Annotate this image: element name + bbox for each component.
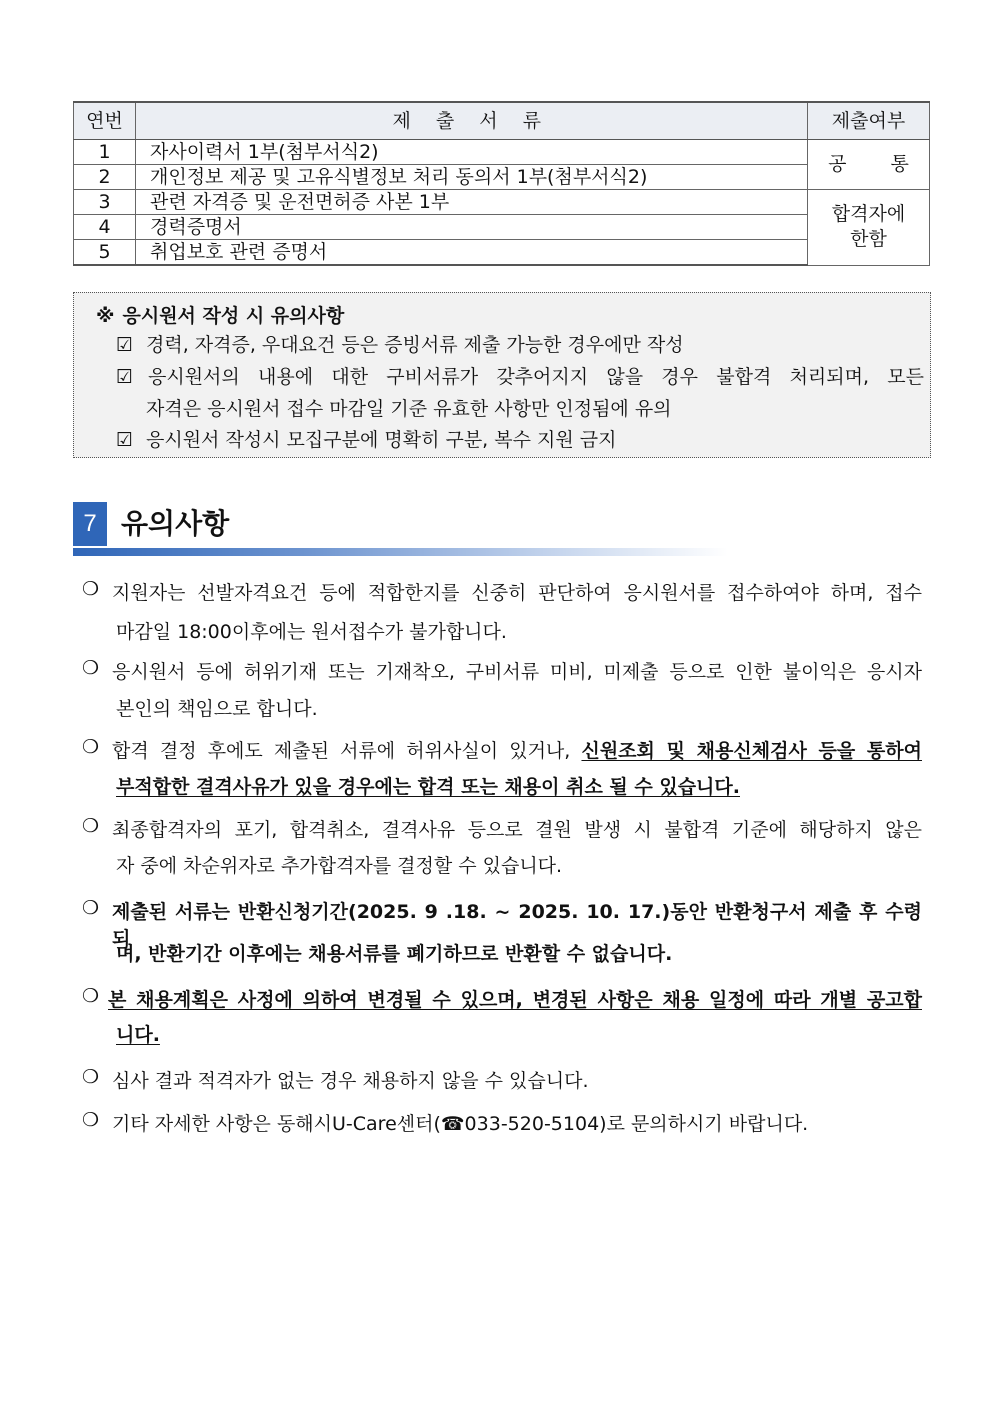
- bullet-line-1: 최종합격자의 포기, 합격취소, 결격사유 등으로 결원 발생 시 불합격 기준에 해당하지 않은: [112, 819, 922, 841]
- checkbox-icon: ☑: [116, 429, 134, 451]
- section-number: 7: [73, 502, 107, 546]
- row-document: 자사이력서 1부(첨부서식2): [136, 140, 808, 165]
- row-no: 2: [74, 165, 136, 190]
- notice-title-text: 응시원서 작성 시 유의사항: [122, 305, 345, 327]
- submission-passers-only: [808, 190, 930, 266]
- table-row: [74, 140, 930, 165]
- bullet-circle-icon: ❍: [82, 578, 100, 600]
- bullet-line-1: 제출된 서류는 반환신청기간(2025. 9 .18. ~ 2025. 10. 17.)동안 반환청구서 제출 후 수령되: [112, 901, 922, 950]
- table-row: [74, 215, 930, 240]
- header-documents: 제 출 서 류: [136, 102, 808, 140]
- notice-item: [116, 361, 924, 393]
- bullet-circle-icon: ❍: [82, 1109, 100, 1131]
- checkbox-icon: ☑: [116, 366, 134, 388]
- row-document: 관련 자격증 및 운전면허증 사본 1부: [136, 190, 808, 215]
- bullet-emphasis: 신원조회 및 채용신체검사 등을 통하여: [581, 740, 922, 762]
- bullet-circle-icon: ❍: [82, 985, 100, 1007]
- bullet-line-2: 니다.: [116, 1024, 160, 1046]
- section-title: 유의사항: [121, 507, 230, 540]
- bullet-circle-icon: ❍: [82, 736, 100, 758]
- section-underline: [73, 548, 728, 556]
- bullet-text: 합격 결정 후에도 제출된 서류에 허위사실이 있거나,: [112, 740, 582, 762]
- notice-title: [96, 301, 344, 328]
- table-header-row: [74, 102, 930, 140]
- table-row: [74, 165, 930, 190]
- bullet-circle-icon: ❍: [82, 897, 100, 919]
- bullet-line-1: 응시원서 등에 허위기재 또는 기재착오, 구비서류 미비, 미제출 등으로 인한 불이익은 응시자: [112, 661, 922, 683]
- notice-item-text: 경력, 자격증, 우대요건 등은 증빙서류 제출 가능한 경우에만 작성: [146, 334, 684, 356]
- checkbox-icon: ☑: [116, 334, 134, 356]
- bullet-line-2: 자 중에 차순위자로 추가합격자를 결정할 수 있습니다.: [116, 855, 563, 877]
- row-no: 3: [74, 190, 136, 215]
- table-row: [74, 190, 930, 215]
- bullet-line-1: [112, 736, 922, 763]
- row-document: 취업보호 관련 증명서: [136, 240, 808, 266]
- notice-item-text: 응시원서의 내용에 대한 구비서류가 갖추어지지 않을 경우 불합격 처리되며, 모든: [148, 366, 924, 388]
- notice-item-text: 응시원서 작성시 모집구분에 명확히 구분, 복수 지원 금지: [146, 429, 617, 451]
- bullet-circle-icon: ❍: [82, 1066, 100, 1088]
- table-row: [74, 240, 930, 266]
- bullet-line-2: 마감일 18:00이후에는 원서접수가 불가합니다.: [116, 621, 507, 643]
- bullet-line-2: 부적합한 결격사유가 있을 경우에는 합격 또는 채용이 취소 될 수 있습니다.: [116, 776, 740, 798]
- notice-item: [116, 329, 924, 361]
- header-no: 연번: [74, 102, 136, 140]
- row-no: 1: [74, 140, 136, 165]
- header-submission: 제출여부: [808, 102, 930, 140]
- submission-common: 공 통: [808, 140, 930, 190]
- bullet-line-2: 본인의 책임으로 합니다.: [116, 698, 318, 720]
- notice-item-continuation: 자격은 응시원서 접수 마감일 기준 유효한 사항만 인정됨에 유의: [146, 398, 672, 420]
- bullet-circle-icon: ❍: [82, 815, 100, 837]
- documents-table: [73, 101, 930, 266]
- application-notice-box: [73, 292, 931, 458]
- row-document: 개인정보 제공 및 고유식별정보 처리 동의서 1부(첨부서식2): [136, 165, 808, 190]
- row-no: 4: [74, 215, 136, 240]
- bullet-line-1: 본 채용계획은 사정에 의하여 변경될 수 있으며, 변경된 사항은 채용 일정에 따라 개별 공고합: [108, 989, 922, 1011]
- row-document: 경력증명서: [136, 215, 808, 240]
- bullet-circle-icon: ❍: [82, 657, 100, 679]
- row-no: 5: [74, 240, 136, 266]
- reference-mark: ※: [96, 305, 115, 327]
- bullet-line-2: 며, 반환기간 이후에는 채용서류를 폐기하므로 반환할 수 없습니다.: [116, 943, 673, 965]
- bullet-line-1: 지원자는 선발자격요건 등에 적합한지를 신중히 판단하여 응시원서를 접수하여야 하며, 접수: [112, 582, 922, 604]
- bullet-line-1: 심사 결과 적격자가 없는 경우 채용하지 않을 수 있습니다.: [112, 1070, 589, 1092]
- submission-passers-label: 합격자에 한함: [831, 203, 906, 251]
- notice-item: [116, 424, 924, 456]
- bullet-line-1: 기타 자세한 사항은 동해시U-Care센터(☎033-520-5104)로 문의하시기 바랍니다.: [112, 1113, 809, 1135]
